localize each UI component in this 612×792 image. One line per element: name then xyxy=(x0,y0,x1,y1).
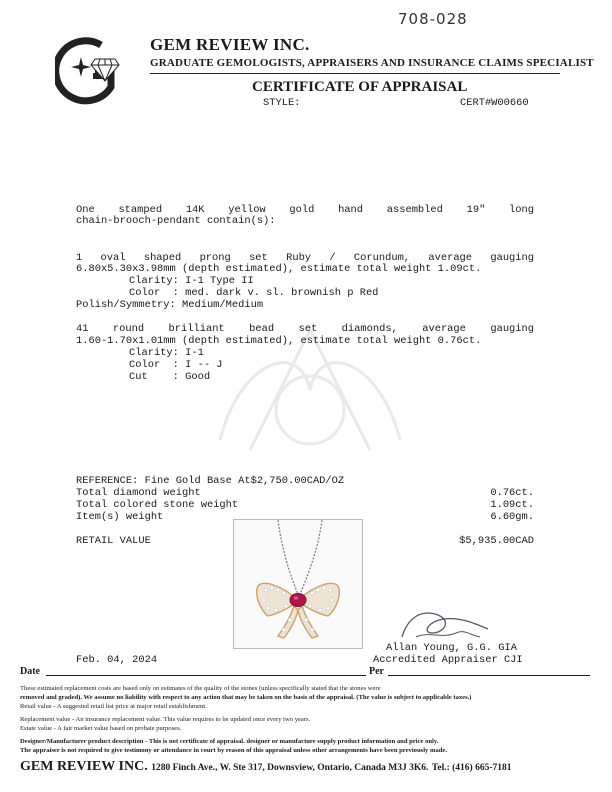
appraiser-signature xyxy=(398,603,493,645)
diamond-clarity: Clarity: I-1 xyxy=(129,347,204,359)
diamond-description-line: 41 round brilliant bead set diamonds, average gauging xyxy=(76,323,534,335)
handwritten-reference-number: 708-028 xyxy=(398,10,468,28)
company-tagline: GRADUATE GEMOLOGISTS, APPRAISERS AND INSURANCE CLAIMS SPECIALIST xyxy=(150,57,594,69)
summary-label: Total diamond weight xyxy=(76,487,201,499)
disclaimer-line: Retail value - A suggested retail list price at major retail establishment. xyxy=(20,703,207,710)
header-divider xyxy=(150,73,560,74)
disclaimer-line: Replacement value - An insurance replacement value. This value requires to be updated once every two years. xyxy=(20,716,311,723)
product-photo xyxy=(233,519,363,649)
summary-label: Item(s) weight xyxy=(76,511,164,523)
ruby-clarity: Clarity: I-1 Type II xyxy=(129,275,254,287)
reference-line: REFERENCE: Fine Gold Base At$2,750.00CAD/OZ xyxy=(76,475,345,487)
description-line: chain-brooch-pendant contain(s): xyxy=(76,215,276,227)
disclaimer-line: removed and graded). We assume no liability with respect to any action that may be taken on the basis of the appraisal. (The value is subject to applicable taxes.) xyxy=(20,694,472,701)
retail-value-amount: $5,935.00CAD xyxy=(459,535,534,547)
date-value: Feb. 04, 2024 xyxy=(76,654,158,666)
disclaimer-line: Estate value - A fair market value based on probate purposes. xyxy=(20,725,182,732)
diamond-description-line: 1.60-1.70x1.01mm (depth estimated), estimate total weight 0.76ct. xyxy=(76,335,482,347)
certificate-title: CERTIFICATE OF APPRAISAL xyxy=(252,79,468,95)
retail-value-label: RETAIL VALUE xyxy=(76,535,151,547)
ruby-polish-symmetry: Polish/Symmetry: Medium/Medium xyxy=(76,299,264,311)
diamond-cut: Cut : Good xyxy=(129,371,211,383)
summary-value: 6.60gm. xyxy=(490,511,534,523)
per-line xyxy=(388,675,590,676)
footer xyxy=(20,759,512,775)
description-line: One stamped 14K yellow gold hand assembled 19" long xyxy=(76,204,534,216)
per-label: Per xyxy=(369,666,384,677)
appraiser-title: Accredited Appraiser CJI xyxy=(373,654,523,666)
ruby-description-line: 6.80x5.30x3.98mm (depth estimated), estimate total weight 1.09ct. xyxy=(76,263,482,275)
appraiser-name: Allan Young, G.G. GIA xyxy=(386,642,517,654)
disclaimer-line: Designer/Manufacturer product description - This is not certificate of appraisal. designer or manufacture supply product information and price only. xyxy=(20,738,439,745)
date-line xyxy=(46,675,366,676)
ruby-description-line: 1 oval shaped prong set Ruby / Corundum, average gauging xyxy=(76,252,534,264)
footer-company: GEM REVIEW INC. xyxy=(20,759,148,774)
diamond-color: Color : I -- J xyxy=(129,359,223,371)
company-name: GEM REVIEW INC. xyxy=(150,35,310,54)
disclaimer-line: The appraiser is not required to give testimony or attendance in court by reason of this appraisal unless other arrangements have been previously made. xyxy=(20,747,448,754)
footer-address: 1280 Finch Ave., W. Ste 317, Downsview, Ontario, Canada M3J 3K6. xyxy=(151,763,429,773)
summary-value: 0.76ct. xyxy=(490,487,534,499)
ruby-color: Color : med. dark v. sl. brownish p Red xyxy=(129,287,379,299)
disclaimer-line: These estimated replacement costs are based only on estimates of the quality of the stones (unless specifically stated that the stones were xyxy=(20,685,381,692)
summary-label: Total colored stone weight xyxy=(76,499,239,511)
company-logo xyxy=(55,37,127,109)
ruby-stone xyxy=(290,594,306,607)
footer-telephone: Tel.: (416) 665-7181 xyxy=(431,763,512,773)
style-label: STYLE: xyxy=(263,97,301,109)
summary-value: 1.09ct. xyxy=(490,499,534,511)
bow-pendant-image xyxy=(234,520,362,648)
certificate-number: CERT#W00660 xyxy=(460,97,529,109)
date-label: Date xyxy=(20,666,40,677)
